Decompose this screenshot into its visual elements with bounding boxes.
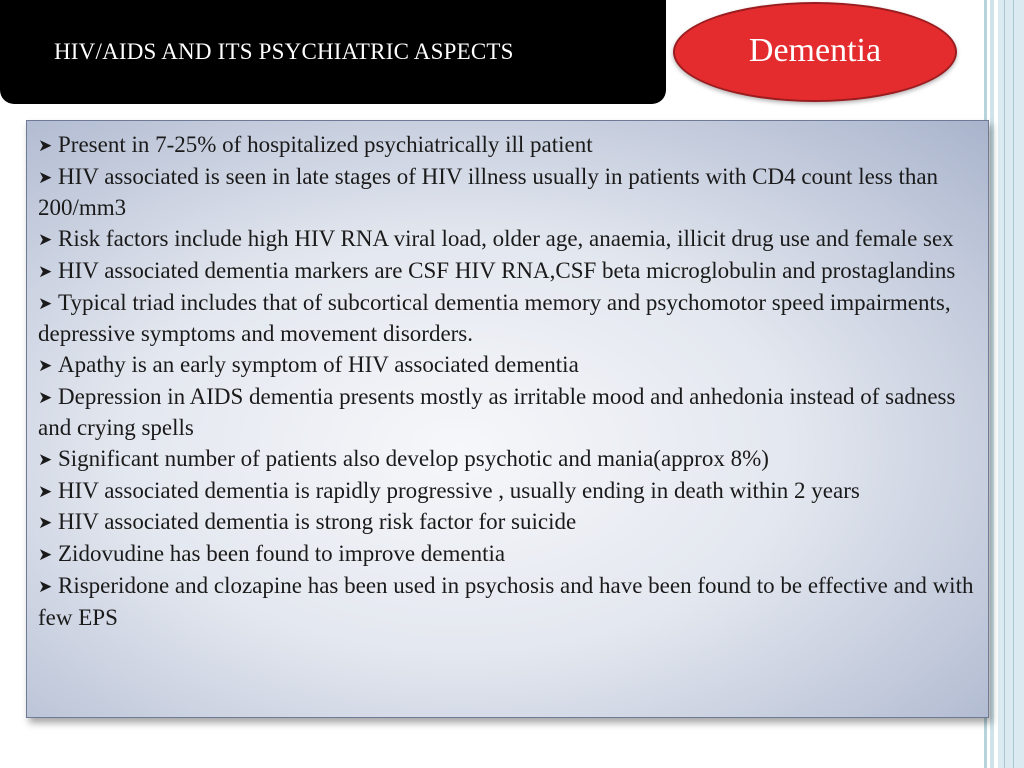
list-item (38, 288, 978, 350)
arrow-bullet-icon: ➤ (38, 167, 53, 187)
arrow-bullet-icon: ➤ (38, 136, 53, 155)
list-item-text: HIV associated dementia is strong risk factor for suicide (58, 509, 577, 535)
list-item (38, 444, 978, 476)
list-item (38, 382, 978, 444)
list-item (38, 224, 978, 256)
list-item-text: Typical triad includes that of subcortical dementia memory and psychomotor speed impairments, depressive symptoms and movement disorders. (38, 289, 951, 347)
edge-stripe (1004, 0, 1005, 768)
list-item-text: Present in 7-25% of hospitalized psychiatrically ill patient (58, 132, 593, 157)
arrow-bullet-icon: ➤ (38, 545, 53, 565)
topic-badge-label: Dementia (748, 32, 882, 69)
list-item-text: Risk factors include high HIV RNA viral load, older age, anaemia, illicit drug use and female sex (58, 226, 954, 252)
content-panel (26, 120, 989, 718)
list-item (38, 507, 978, 539)
arrow-bullet-icon: ➤ (38, 513, 53, 533)
list-item-text: Significant number of patients also develop psychotic and mania(approx 8%) (58, 446, 769, 472)
topic-badge (673, 2, 957, 102)
list-item-text: HIV associated is seen in late stages of HIV illness usually in patients with CD4 count less than 200/mm3 (38, 163, 939, 221)
arrow-bullet-icon: ➤ (38, 387, 53, 407)
list-item (38, 476, 978, 508)
list-item (38, 571, 978, 633)
slide-title: HIV/AIDS AND ITS PSYCHIATRIC ASPECTS (54, 39, 514, 64)
list-item (38, 350, 978, 382)
edge-stripe (990, 0, 994, 768)
arrow-bullet-icon: ➤ (38, 576, 53, 596)
list-item-text: HIV associated dementia is rapidly progressive , usually ending in death within 2 years (58, 477, 860, 503)
list-item-text: Risperidone and clozapine has been used in psychosis and have been found to be effective and with few EPS (38, 572, 974, 630)
edge-stripe (998, 0, 1024, 768)
edge-stripe (1013, 0, 1014, 768)
arrow-bullet-icon: ➤ (38, 261, 53, 281)
list-item (38, 162, 978, 224)
arrow-bullet-icon: ➤ (38, 293, 53, 313)
list-item-text: Zidovudine has been found to improve dementia (58, 541, 506, 567)
arrow-bullet-icon: ➤ (38, 355, 53, 375)
arrow-bullet-icon: ➤ (38, 230, 53, 250)
list-item (38, 256, 978, 288)
list-item-text: Depression in AIDS dementia presents mostly as irritable mood and anhedonia instead of sadness and crying spells (38, 383, 956, 441)
list-item-text: Apathy is an early symptom of HIV associated dementia (58, 351, 579, 377)
list-item (38, 539, 978, 571)
arrow-bullet-icon: ➤ (38, 450, 53, 470)
bullet-list (38, 130, 978, 633)
list-item (38, 130, 978, 162)
arrow-bullet-icon: ➤ (38, 481, 53, 501)
list-item-text: HIV associated dementia markers are CSF HIV RNA,CSF beta microglobulin and prostaglandins (58, 257, 956, 283)
title-banner (0, 0, 666, 104)
